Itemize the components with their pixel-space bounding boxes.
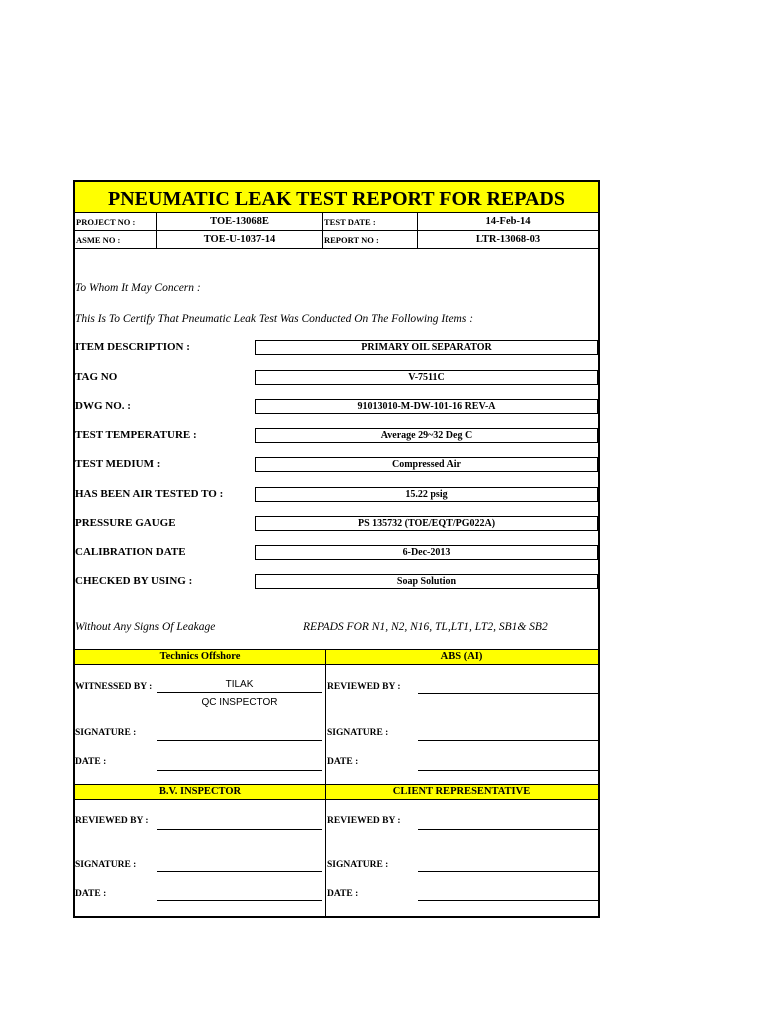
client-signature-line	[418, 871, 598, 872]
technics-date-label: DATE :	[75, 757, 107, 767]
asme-no-value: TOE-U-1037-14	[157, 231, 323, 248]
witness-designation: QC INSPECTOR	[201, 697, 278, 708]
scope-text: REPADS FOR N1, N2, N16, TL,LT1, LT2, SB1& SB2	[303, 621, 548, 633]
item-label: HAS BEEN AIR TESTED TO :	[75, 487, 224, 500]
item-row-checked-by	[75, 567, 598, 596]
item-value-box: Average 29~32 Deg C	[255, 428, 598, 443]
item-row-test-temperature	[75, 421, 598, 450]
item-row-pressure-gauge	[75, 509, 598, 538]
item-value-box: PS 135732 (TOE/EQT/PG022A)	[255, 516, 598, 531]
technics-date-line	[157, 770, 322, 771]
item-row-test-pressure	[75, 480, 598, 509]
item-row-tag-no	[75, 363, 598, 392]
result-text: Without Any Signs Of Leakage	[75, 621, 216, 633]
salutation: To Whom It May Concern :	[75, 282, 201, 294]
item-value-box: Soap Solution	[255, 574, 598, 589]
bv-signature-label: SIGNATURE :	[75, 860, 137, 870]
abs-signature-label: SIGNATURE :	[327, 728, 389, 738]
abs-heading: ABS (AI)	[440, 651, 483, 662]
bv-date-line	[157, 900, 322, 901]
test-date-value: 14-Feb-14	[485, 216, 531, 227]
technics-offshore-heading: Technics Offshore	[159, 651, 241, 662]
item-label: ITEM DESCRIPTION :	[75, 341, 190, 354]
technics-signature-label: SIGNATURE :	[75, 728, 137, 738]
client-representative-heading: CLIENT REPRESENTATIVE	[392, 786, 531, 797]
certification-text: This Is To Certify That Pneumatic Leak Test Was Conducted On The Following Items :	[75, 313, 474, 325]
bv-inspector-heading: B.V. INSPECTOR	[158, 786, 242, 797]
client-reviewed-by-line	[418, 829, 598, 830]
item-value-box: 91013010-M-DW-101-16 REV-A	[255, 399, 598, 414]
witnessed-by-line	[157, 692, 322, 693]
bv-date-label: DATE :	[75, 889, 107, 899]
item-row-calibration-date	[75, 538, 598, 567]
project-no-value: TOE-13068E	[157, 213, 323, 230]
item-value-box: Compressed Air	[255, 457, 598, 472]
bv-signature-line	[157, 871, 322, 872]
project-no-label: PROJECT NO :	[75, 213, 157, 230]
item-row-description	[75, 333, 598, 362]
technics-signature-line	[157, 740, 322, 741]
item-label: TEST MEDIUM :	[75, 458, 161, 471]
abs-reviewed-by-label: REVIEWED BY :	[327, 682, 401, 692]
item-label: CHECKED BY USING :	[75, 575, 193, 588]
abs-date-label: DATE :	[327, 757, 359, 767]
item-label: DWG NO. :	[75, 399, 131, 412]
signoff-column-divider	[325, 649, 326, 916]
client-date-line	[418, 900, 598, 901]
bv-reviewed-by-label: REVIEWED BY :	[75, 816, 149, 826]
test-date-label: TEST DATE :	[323, 213, 418, 230]
item-row-dwg-no	[75, 392, 598, 421]
item-value-box: 15.22 psig	[255, 487, 598, 502]
abs-date-line	[418, 770, 598, 771]
report-title: PNEUMATIC LEAK TEST REPORT FOR REPADS	[75, 182, 598, 213]
asme-no-label: ASME NO :	[75, 231, 157, 248]
signoff-band-1	[75, 649, 598, 665]
report-no-label: REPORT NO :	[323, 231, 418, 248]
abs-reviewed-by-line	[418, 693, 598, 694]
item-value-box: V-7511C	[255, 370, 598, 385]
item-label: TEST TEMPERATURE :	[75, 429, 197, 442]
test-items	[75, 333, 598, 596]
item-label: CALIBRATION DATE	[75, 546, 186, 559]
witnessed-by-label: WITNESSED BY :	[75, 682, 153, 692]
bv-reviewed-by-line	[157, 829, 322, 830]
client-reviewed-by-label: REVIEWED BY :	[327, 816, 401, 826]
item-row-test-medium	[75, 450, 598, 479]
abs-signature-line	[418, 740, 598, 741]
item-value-box: PRIMARY OIL SEPARATOR	[255, 340, 598, 355]
item-label: TAG NO	[75, 370, 118, 383]
item-label: PRESSURE GAUGE	[75, 516, 176, 529]
item-value-box: 6-Dec-2013	[255, 545, 598, 560]
witness-name: TILAK	[225, 679, 254, 690]
report-no-value: LTR-13068-03	[475, 234, 541, 245]
client-date-label: DATE :	[327, 889, 359, 899]
client-signature-label: SIGNATURE :	[327, 860, 389, 870]
header-row-asme	[75, 231, 598, 249]
signoff-band-2	[75, 784, 598, 800]
header-row-project	[75, 213, 598, 231]
report-form	[73, 180, 600, 918]
